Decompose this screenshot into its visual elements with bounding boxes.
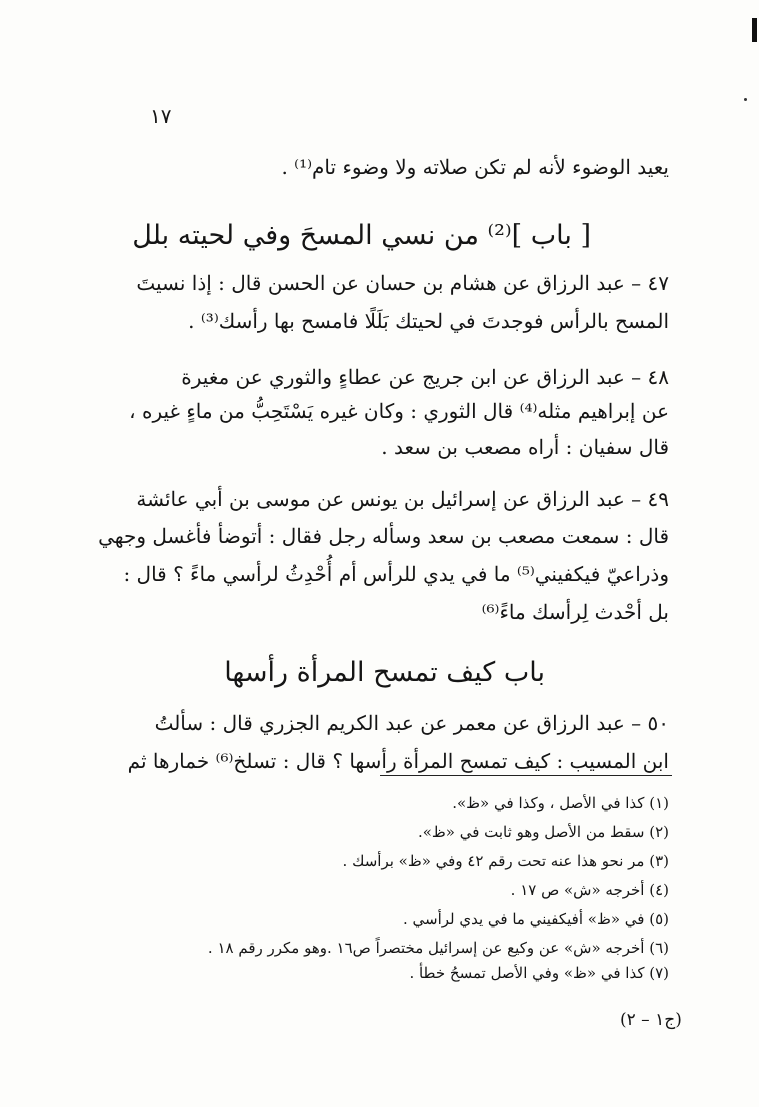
folio-signature: (ج١ – ٢) [620,1010,682,1030]
hadith-48-line-3: قال سفيان : أراه مصعب بن سعد . [381,435,669,459]
hadith-49-line-3: وذراعيّ فيكفيني⁽⁵⁾ ما في يدي للرأس أم أُحْدِثُ لرأسي ماءً ؟ قال : [123,562,669,586]
hadith-49-line-1: ٤٩ – عبد الرزاق عن إسرائيل بن يونس عن موسى بن أبي عائشة [136,487,669,511]
hadith-50-line-2: ابن المسيب : كيف تمسح المرأة رأسها ؟ قال : تسلخ⁽⁶⁾ خمارها ثم [127,749,669,773]
hadith-47-line-1: ٤٧ – عبد الرزاق عن هشام بن حسان عن الحسن قال : إذا نسيتَ [136,271,669,295]
footnote-divider [380,775,672,776]
footnote-3: (٣) مر نحو هذا عنه تحت رقم ٤٢ وفي «ظ» برأسك . [342,852,669,870]
footnote-7: (٧) كذا في «ظ» وفي الأصل تمسحُ خطأ . [409,964,669,982]
footnote-1: (١) كذا في الأصل ، وكذا في «ظ». [452,794,669,812]
hadith-50-line-1: ٥٠ – عبد الرزاق عن معمر عن عبد الكريم الجزري قال : سألتُ [154,711,669,735]
hadith-49-line-4: بل أحْدث لِرأسك ماءً⁽⁶⁾ [481,600,669,624]
footnote-6: (٦) أخرجه «ش» عن وكيع عن إسرائيل مختصراً ص١٦ .وهو مكرر رقم ١٨ . [207,939,669,957]
hadith-48-line-2: عن إبراهيم مثله⁽⁴⁾ قال الثوري : وكان غيره يَسْتَحِبُّ من ماءٍ غيره ، [129,399,669,423]
footnote-5: (٥) في «ظ» أفيكفيني ما في يدي لرأسي . [402,910,669,928]
page-dot-mark [744,98,747,101]
section-heading-2: باب كيف تمسح المرأة رأسها [224,657,545,688]
page-number: ١٧ [150,104,172,128]
hadith-47-line-2: المسح بالرأس فوجدتَ في لحيتك بَلَلًا فامسح بها رأسك⁽³⁾ . [188,309,669,333]
footnote-4: (٤) أخرجه «ش» ص ١٧ . [510,881,669,899]
intro-line: يعيد الوضوء لأنه لم تكن صلاته ولا وضوء تام⁽¹⁾ . [281,155,669,179]
section-heading-1: [ باب ]⁽²⁾ من نسي المسحَ وفي لحيته بلل [132,220,591,251]
hadith-48-line-1: ٤٨ – عبد الرزاق عن ابن جريج عن عطاءٍ والثوري عن مغيرة [181,365,669,389]
hadith-49-line-2: قال : سمعت مصعب بن سعد وسأله رجل فقال : أتوضأ فأغسل وجهي [98,524,669,548]
page-edge-mark [752,18,757,42]
footnote-2: (٢) سقط من الأصل وهو ثابت في «ظ». [417,823,669,841]
